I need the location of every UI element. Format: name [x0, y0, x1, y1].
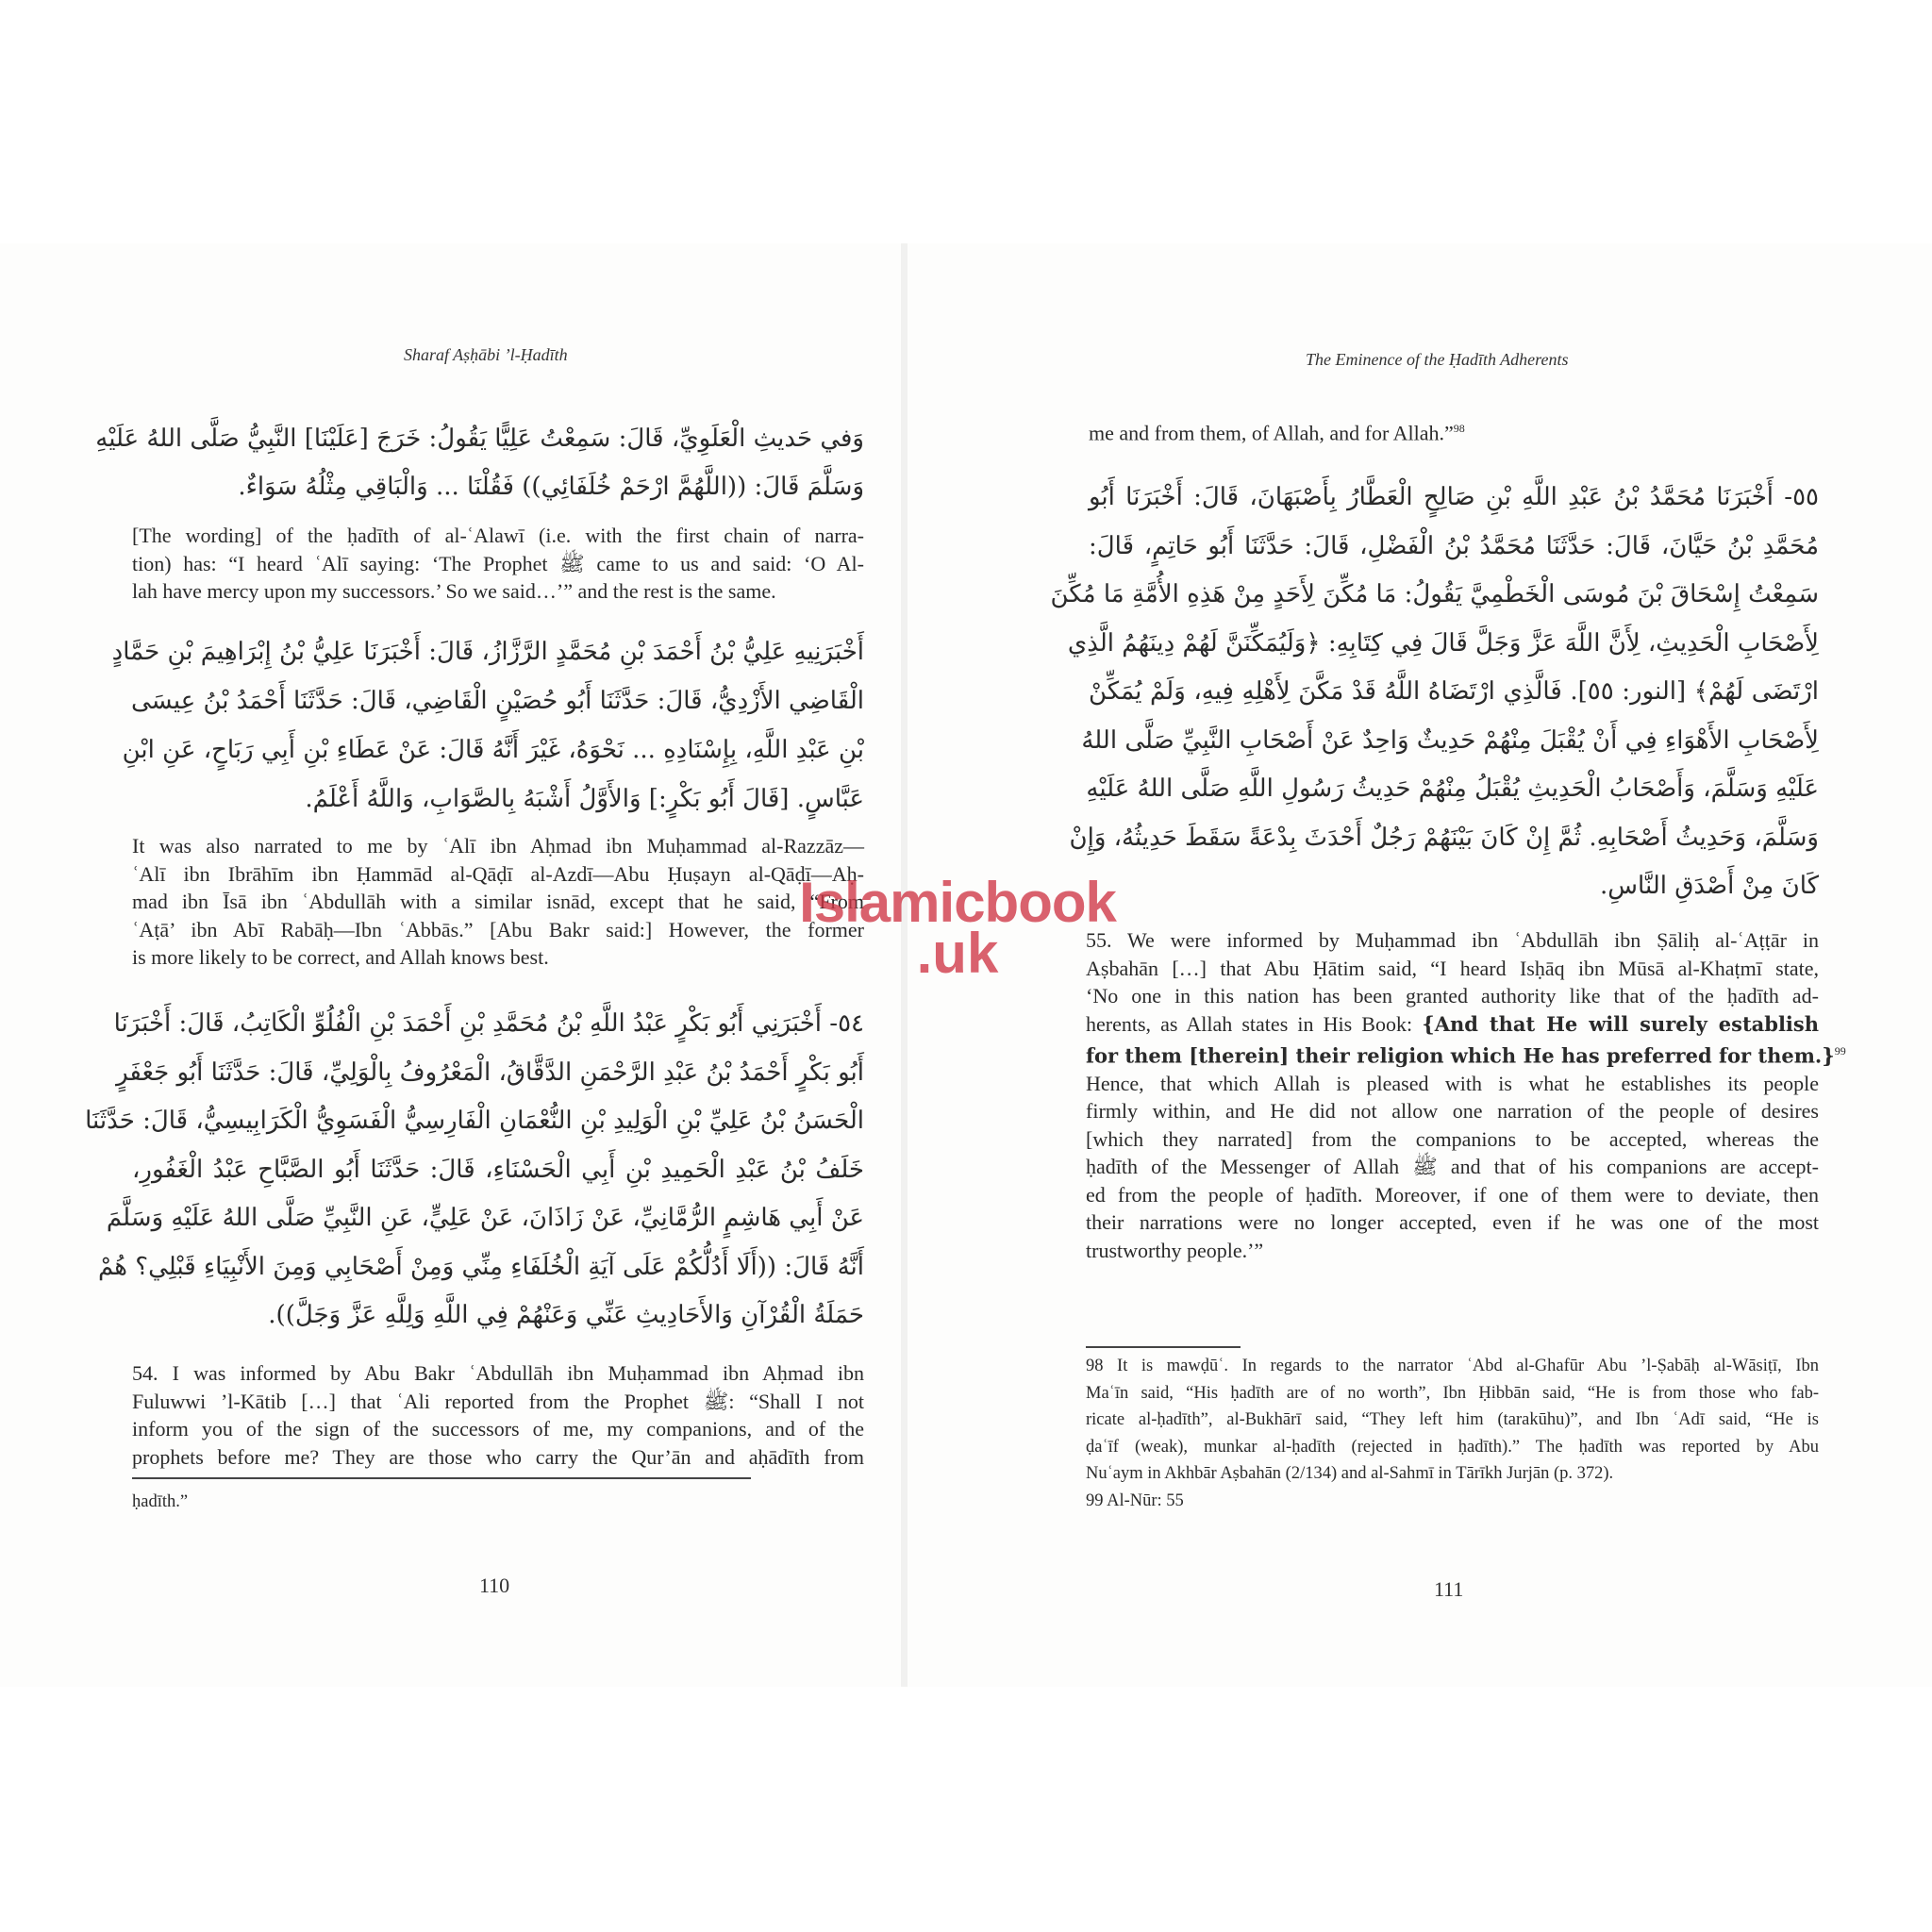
- arabic-line: أَنَّهُ قَالَ: ((أَلَا أَدُلُّكُمْ عَلَى آيَةِ الْخُلَفَاءِ مِنِّي وَمِنْ أَصْحَابِي وَمِنَ الأَنْبِيَاءِ قَبْلِي؟ هُمْ: [98, 1252, 864, 1281]
- arabic-line: وَفي حَديثِ الْعَلَوِيِّ، قَالَ: سَمِعْتُ عَلِيًّا يَقُولُ: خَرَجَ [عَلَيْنَا] النَّبِيُّ صَلَّى اللهُ عَلَيْهِ: [95, 425, 864, 453]
- text-line: It was also narrated to me by ʿAlī ibn Aḥmad ibn Muḥammad al-Razzāz—: [132, 834, 864, 858]
- footnote-rule: [132, 1477, 751, 1479]
- text-line: 54. I was informed by Abu Bakr ʿAbdullāh ibn Muḥammad ibn Aḥmad ibn: [132, 1361, 864, 1385]
- watermark-line-1: Islamicbook: [799, 871, 1116, 934]
- note-ref: 98: [1453, 422, 1465, 435]
- arabic-line: عَنْ أَبِي هَاشِمٍ الرُّمَّانِيِّ، عَنْ زَاذَانَ، عَنْ عَلِيٍّ، عَنِ النَّبِيِّ صَلَّى اللهُ عَلَيْهِ وَسَلَّمَ: [106, 1204, 864, 1232]
- arabic-line: الْقَاضِي الأَزْدِيُّ، قَالَ: حَدَّثَنَا أَبُو حُصَيْنٍ الْقَاضِي، قَالَ: حَدَّثَنَا أَحْمَدُ بْنُ عِيسَى: [131, 687, 864, 715]
- arabic-line: سَمِعْتُ إِسْحَاقَ بْنَ مُوسَى الْخَطْمِيَّ يَقُولُ: مَا مُكِّنَ لِأَحَدٍ مِنْ هَذِهِ الأُمَّةِ مَا مُكِّنَ: [1050, 580, 1819, 608]
- page-number-right: 111: [1434, 1577, 1464, 1601]
- page-number-left: 110: [479, 1574, 510, 1597]
- arabic-line: الْحَسَنُ بْنُ عَلِيِّ بْنِ الْوَلِيدِ بْنِ النُّعْمَانِ الْفَارِسِيُّ الْفَسَوِيُّ الْكَرَابِيسِيُّ، قَالَ: حَدَّثَنَا: [85, 1107, 864, 1135]
- arabic-line: ارْتَضَى لَهُمْ﴾ [النور: ٥٥]. فَالَّذِي ارْتَضَاهُ اللَّهُ قَدْ مَكَّنَ لِأَهْلِهِ فِيهِ، وَلَمْ يُمَكِّنْ: [1089, 677, 1820, 706]
- right-english-1: [1086, 926, 1846, 1264]
- left-arabic-3: [85, 1000, 864, 1341]
- text-line: Aṣbahān […] that Abu Ḥātim said, “I heard Isḥāq ibn Mūsā al-Khaṭmī state,: [1086, 956, 1819, 980]
- left-arabic-1: [95, 415, 864, 511]
- note-ref: 99: [1834, 1044, 1846, 1058]
- footnote-line: ḍaʿīf (weak), munkar al-ḥadīth (rejected in ḥadīth).” The ḥadīth was reported by Abu: [1086, 1437, 1819, 1457]
- arabic-line: ٥٤- أَخْبَرَنِي أَبُو بَكْرٍ عَبْدُ اللَّهِ بْنُ مُحَمَّدِ بْنِ أَحْمَدَ بْنِ الْفُلُوِّ الْكَاتِبُ، قَالَ: أَخْبَرَنَا: [113, 1009, 864, 1038]
- arabic-line: لِأَصْحَابِ الأَهْوَاءِ فِي أَنْ يُقْبَلَ مِنْهُمْ حَدِيثٌ وَاحِدٌ عَنْ أَصْحَابِ النَّبِيِّ صَلَّى اللهُ: [1081, 725, 1819, 755]
- footnote-line: 98 It is mawḍūʿ. In regards to the narrator ʿAbd al-Ghafūr Abu ’l-Ṣabāḥ al-Wāsiṭī, Ibn: [1086, 1357, 1819, 1375]
- text-line: prophets before me? They are those who carry the Qur’ān and aḥādīth from: [132, 1444, 864, 1469]
- left-english-2: [132, 832, 864, 972]
- footnote-line: Maʿīn said, “His ḥadīth are of no worth”, Ibn Ḥibbān said, “He is from those who fab-: [1086, 1383, 1819, 1403]
- text-line: firmly within, and He did not allow one narration of the people of desires: [1086, 1099, 1819, 1124]
- arabic-line: مُحَمَّدِ بْنُ حَيَّانَ، قَالَ: حَدَّثَنَا مُحَمَّدُ بْنُ الْفَضْلِ، قَالَ: حَدَّثَنَا أَبُو حَاتِمٍ، قَالَ:: [1089, 531, 1819, 560]
- text-line: 55. We were informed by Muḥammad ibn ʿAbdullāh ibn Ṣāliḥ al-ʿAṭṭār in: [1086, 928, 1819, 952]
- arabic-line: ٥٥- أَخْبَرَنَا مُحَمَّدُ بْنُ عَبْدِ اللَّهِ بْنِ صَالِحٍ الْعَطَّارُ بِأَصْبَهَانَ، قَالَ: أَخْبَرَنَا أَبُو: [1089, 483, 1819, 511]
- footnote-line: ricate al-ḥadīth”, al-Bukhārī said, “They left him (tarakūhu)”, and Ibn ʿAdī said, “He is: [1086, 1410, 1819, 1429]
- right-arabic-1: [1050, 474, 1820, 911]
- arabic-line: أَخْبَرَنِيهِ عَلِيُّ بْنُ أَحْمَدَ بْنِ مُحَمَّدٍ الرَّزَّازُ، قَالَ: أَخْبَرَنَا عَلِيُّ بْنُ إِبْرَاهِيمَ بْنِ حَمَّادٍ: [111, 638, 864, 666]
- text-line: [1086, 1010, 1819, 1039]
- arabic-line: وَسَلَّمَ قَالَ: ((اللَّهُمَّ ارْحَمْ خُلَفَائِي)) فَقُلْنَا ... وَالْبَاقِي مِثْلُهُ سَوَاءٌ.: [238, 473, 864, 501]
- arabic-line: وَسَلَّمَ، وَحَدِيثُ أَصْحَابِهِ. ثُمَّ إِنْ كَانَ بَيْنَهُمْ رَجُلٌ أَحْدَثَ بِدْعَةً سَقَطَ حَدِيثُهُ، وَإِنْ: [1069, 823, 1819, 852]
- text-line: me and from them, of Allah, and for Allah.”: [1089, 421, 1454, 445]
- footnotes: [1086, 1353, 1819, 1514]
- right-running-head: The Eminence of the Ḥadīth Adherents: [1306, 350, 1569, 369]
- text-line: [The wording] of the ḥadīth of al-ʿAlawī (i.e. with the first chain of narra-: [132, 524, 864, 547]
- left-english-3: [132, 1359, 864, 1471]
- book-gutter: [901, 243, 908, 1687]
- text-line: tion) has: “I heard ʿAlī saying: ‘The Prophet ﷺ came to us and said: ‘O Al-: [132, 551, 864, 575]
- text-line: Hence, that which Allah is pleased with is what he establishes its people: [1086, 1071, 1819, 1095]
- arabic-line: خَلَفُ بْنُ عَبْدِ الْحَمِيدِ بْنِ أَبِي الْحَسْنَاءِ، قَالَ: حَدَّثَنَا أَبُو الصَّبَّاحِ عَبْدُ الْغَفُورِ،: [132, 1155, 864, 1184]
- text-line: Fuluwwi ’l-Kātib […] that ʿAli reported from the Prophet ﷺ: “Shall I not: [132, 1389, 864, 1413]
- text-line: inform you of the sign of the successors of me, my companions, and of the: [132, 1417, 864, 1441]
- text-line: is more likely to be correct, and Allah knows best.: [132, 945, 549, 969]
- left-arabic-2: [111, 627, 864, 824]
- watermark-line-2: .uk: [916, 922, 999, 985]
- footnote-rule: [1086, 1346, 1241, 1348]
- quran-quote: {And that He will surely establish: [1422, 1011, 1819, 1036]
- text-line: ḥadīth of the Messenger of Allah ﷺ and that of his companions are accept-: [1086, 1155, 1819, 1179]
- text-line: ‘No one in this nation has been granted authority like that of the ḥadīth ad-: [1086, 984, 1819, 1008]
- text-fragment: herents, as Allah states in His Book:: [1086, 1011, 1423, 1036]
- text-line: their narrations were no longer accepted, even if he was one of the most: [1086, 1210, 1819, 1235]
- arabic-line: عَلَيْهِ وَسَلَّمَ، وَأَصْحَابُ الْحَدِيثِ يُقْبَلُ مِنْهُمْ حَدِيثُ رَسُولِ اللَّهِ صَلَّى اللهُ عَلَيْهِ: [1086, 774, 1819, 803]
- arabic-line: بْنِ عَبْدِ اللَّهِ، بِإِسْنَادِهِ ... نَحْوَهُ، غَيْرَ أَنَّهُ قَالَ: عَنْ عَطَاءِ بْنِ أَبِي رَبَاحٍ، عَنِ ابْنِ: [122, 736, 864, 764]
- arabic-line: أَبُو بَكْرٍ أَحْمَدُ بْنُ عَبْدِ الرَّحْمَنِ الدَّقَّاقُ، الْمَعْرُوفُ بِالْوَلِيِّ، قَالَ: حَدَّثَنَا أَبُو جَعْفَرٍ: [116, 1058, 864, 1087]
- footnote-line: 99 Al-Nūr: 55: [1086, 1491, 1184, 1510]
- text-line: lah have mercy upon my successors.’ So we said…’” and the rest is the same.: [132, 579, 776, 603]
- right-carryover: [1089, 415, 1819, 447]
- text-line: [which they narrated] from the companions to be accepted, whereas the: [1086, 1126, 1819, 1151]
- text-line: mad ibn Īsā ibn ʿAbdullāh with a similar isnād, except that he said, “From: [132, 890, 864, 913]
- left-english-1: [132, 522, 864, 606]
- text-line: ed from the people of ḥadīth. Moreover, if one of them were to deviate, then: [1086, 1182, 1819, 1207]
- left-running-head: Sharaf Aṣḥābi ’l-Ḥadīth: [404, 345, 568, 364]
- text-line: ḥadīth.”: [132, 1492, 189, 1511]
- text-line: ʿAṭā’ ibn Abī Rabāḥ—Ibn ʿAbbās.” [Abu Bakr said:] However, the former: [132, 917, 864, 941]
- footnote-line: Nuʿaym in Akhbār Aṣbahān (2/134) and al-Sahmī in Tārīkh Jurjān (p. 372).: [1086, 1464, 1614, 1483]
- arabic-line: حَمَلَةُ الْقُرْآنِ وَالأَحَادِيثِ عَنِّي وَعَنْهُمْ فِي اللَّهِ وَلِلَّهِ عَزَّ وَجَلَّ)).: [268, 1301, 864, 1329]
- text-line: ʿAlī ibn Ibrāhīm ibn Ḥammād al-Qāḍī al-Azdī—Abu Ḥuṣayn al-Qāḍī—Aḥ-: [132, 861, 864, 886]
- text-line: trustworthy people.’”: [1086, 1238, 1264, 1262]
- arabic-line: لِأَصْحَابِ الْحَدِيثِ، لِأَنَّ اللَّهَ عَزَّ وَجَلَّ قَالَ فِي كِتَابِهِ: ﴿وَلَيُمَكِّنَنَّ لَهُمْ دِينَهُمُ الَّذِي: [1067, 628, 1819, 658]
- left-continuation: [132, 1489, 188, 1516]
- text-line: [1086, 1038, 1846, 1070]
- arabic-line: عَبَّاسٍ. [قَالَ أَبُو بَكْرٍ:] وَالأَوَّلُ أَشْبَهُ بِالصَّوَابِ، وَاللَّهُ أَعْلَمُ.: [305, 785, 864, 813]
- arabic-line: كَانَ مِنْ أَصْدَقِ النَّاسِ.: [1600, 872, 1819, 900]
- quran-quote: for them [therein] their religion which He has preferred for them.}: [1086, 1043, 1835, 1068]
